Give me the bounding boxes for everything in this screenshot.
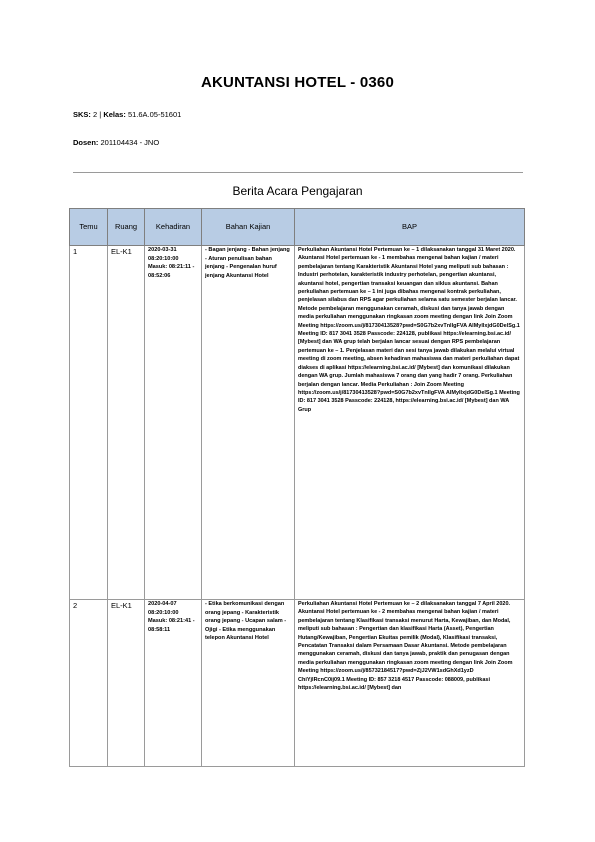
cell-temu: 2 [70,600,108,767]
bap-text: Perkuliahan Akuntansi Hotel Pertemuan ke – 2 dilaksanakan tanggal 7 April 2020. Akuntansi Hotel pertemuan ke - 2 membahas mengenai bahan kajian / materi pembelajaran tentang Klasifikasi transaksi menurut Harta, Kewajiban, dan Modal, meliputi sub bahasan : Pengertian dan klasifikasi Harta (Asset), Pengertian Hutang/Kewajiban, Pengertian Ekuitas pemilik (Modal), Klasifikasi transaksi, Pencatatan Transaksi dalam Persamaan Dasar Akuntansi. Metode pembelajaran menggunakan ceramah, diskusi dan tanya jawab, praktik dan penugasan dengan media perkuliahan menggunakan ringkasan zoom meeting dengan link Join Zoom Meeting https://zoom.us/j/85732184517?pwd=ZjJ2VW1sdGhXd1yzD ChiYjlRcnC0ij09.1 Meeting ID: 857 3218 4517 Passcode: 088009, publikasi https://elearning.bsi.ac.id/ [Mybest] dan [298,601,513,692]
dosen-value: 201104434 - JNO [100,138,160,147]
cell-bahan-kajian: - Bagan jenjang - Bahan jenjang - Aturan penulisan bahan jenjang - Pengenalan huruf jenjang Akuntansi Hotel [202,246,295,600]
cell-bap [295,600,525,767]
section-title: Berita Acara Pengajaran [232,184,363,198]
table-row [70,246,525,600]
column-header-bahan-kajian: Bahan Kajian [202,209,295,246]
meta-separator: | [99,110,102,119]
cell-kehadiran: 2020-04-07 08:20:10:00 Masuk: 08:21:41 - 08:58:11 [145,600,202,767]
table-header-row [70,209,525,246]
sks-value: 2 [93,110,98,119]
cell-kehadiran: 2020-03-31 08:20:10:00 Masuk: 08:21:11 - 08:52:06 [145,246,202,600]
page-title: AKUNTANSI HOTEL - 0360 [200,74,395,91]
kelas-label: Kelas: [103,110,126,119]
bap-table [69,208,525,767]
cell-ruang: EL-K1 [108,246,145,600]
kelas-value: 51.6A.05-51601 [127,110,182,119]
column-header-bap: BAP [295,209,525,246]
column-header-kehadiran: Kehadiran [145,209,202,246]
lecturer-meta [73,138,159,147]
column-header-temu: Temu [70,209,108,246]
table-row [70,600,525,767]
column-header-ruang: Ruang [108,209,145,246]
cell-temu: 1 [70,246,108,600]
course-meta [73,110,181,119]
sks-label: SKS: [73,110,91,119]
cell-bap [295,246,525,600]
bap-text: Perkuliahan Akuntansi Hotel Pertemuan ke – 1 dilaksanakan tanggal 31 Maret 2020. Akuntansi Hotel pertemuan ke - 1 membahas mengenai bahan kajian / materi pembelajaran tentang Karakteristik Akuntansi Hotel yang meliputi sub bahasan : Industri perhotelan, karakteristik industry perhotelan, pengertian akuntansi, akuntansi hotel, pengertian transaksi keuangan dan siklus akuntansi. Bahan perkuliahan pertemuan ke – 1 ini juga dibahas mengenai kontrak perkuliahan, penjelasan silabus dan RPS agar perkuliahan selama satu semester berjalan lancar. Metode pembelajaran menggunakan ceramah, diskusi dan tanya jawab dengan media perkuliahan menggunakan ringkasan zoom meeting dengan link Join Zoom Meeting https://zoom.us/j/81730413528?pwd=S0G7b2xvTnllgFVA AlMyllxjdG0DelSg.1 Meeting ID: 817 3041 3528 Passcode: 224128, publikasi https://elearning.bsi.ac.id/ [Mybest] dan WA grup telah berjalan lancar sesuai dengan RPS pembelajaran pertemuan ke – 1. Penjelasan materi dan sesi tanya jawab dilakukan melalui virtual meeting di zoom meeting, absen kehadiran mahasiswa dan materi perkuliahan dapat diakses di aplikasi https://elearning.bsi.ac.id/ [Mybest] dan komunikasi dilakukan dengan WA grup. Jumlah mahasiswa 7 orang dan yang hadir 7 orang. Perkuliahan berjalan dengan lancar. Media Perkuliahan : Join Zoom Meeting https://zoom.us/j/81730413528?pwd=S0G7b2xvTnllgFVA AlMyllxjdG0DelSg.1 Meeting ID: 817 3041 3528 Passcode: 224128, https://elearning.bsi.ac.id/ [Mybest] dan WA Grup [298,247,520,413]
divider [73,172,523,173]
dosen-label: Dosen: [73,138,99,147]
cell-ruang: EL-K1 [108,600,145,767]
cell-bahan-kajian: - Etika berkomunikasi dengan orang jepang - Karakteristik orang jepang - Ucapan salam - Ojigi - Etika menggunakan telepon Akuntansi Hotel [202,600,295,767]
